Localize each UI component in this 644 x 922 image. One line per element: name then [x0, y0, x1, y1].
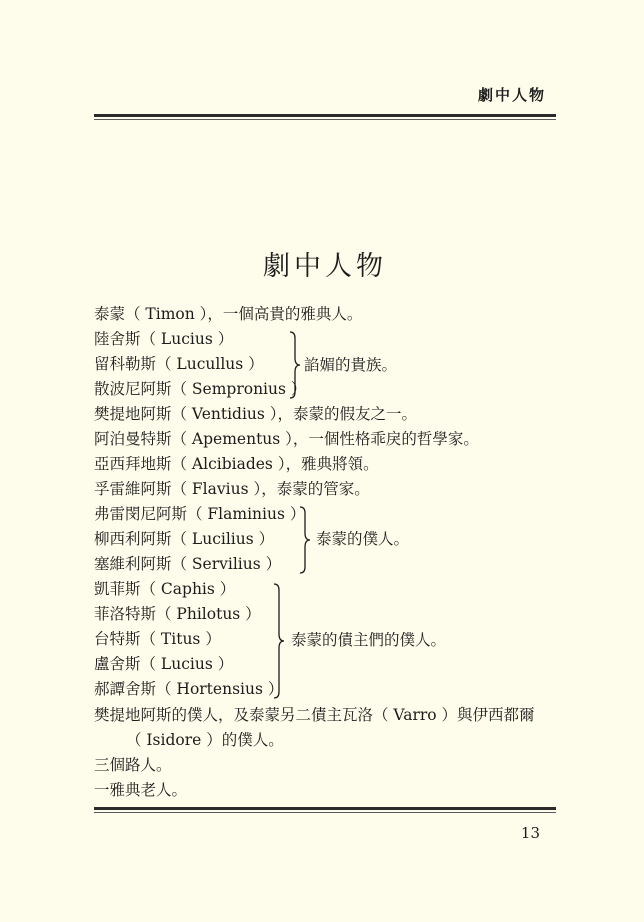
cast-line-titus: 台特斯（ Titus ） [94, 630, 221, 648]
cast-line-servilius: 塞維利阿斯（ Servilius ） [94, 555, 282, 573]
cast-line-lucilius: 柳西利阿斯（ Lucilius ） [94, 530, 275, 548]
cast-line-caphis: 凱菲斯（ Caphis ） [94, 580, 236, 598]
brace-creditors-servants [272, 582, 286, 700]
cast-line-servants-isidore: （ Isidore ）的僕人。 [126, 731, 284, 749]
cast-line-flavius: 孚雷維阿斯（ Flavius ），泰蒙的管家。 [94, 480, 370, 498]
cast-line-lucius: 陸舍斯（ Lucius ） [94, 330, 234, 348]
cast-line-old-athenian: 一雅典老人。 [94, 781, 188, 799]
group-label-creditors-servants: 泰蒙的債主們的僕人。 [291, 631, 447, 649]
running-head: 劇中人物 [477, 86, 546, 104]
cast-line-sempronius: 散波尼阿斯（ Sempronius ） [94, 380, 307, 398]
cast-line-apementus: 阿泊曼特斯（ Apementus ），一個性格乖戾的哲學家。 [94, 430, 479, 448]
group-label-servants: 泰蒙的僕人。 [316, 530, 410, 548]
cast-line-strangers: 三個路人。 [94, 756, 172, 774]
group-label-lords: 諂媚的貴族。 [304, 356, 398, 374]
brace-servants [298, 505, 312, 575]
footer-rule-thick [94, 807, 556, 810]
cast-line-flaminius: 弗雷閔尼阿斯（ Flaminius ） [94, 505, 306, 523]
brace-lords [288, 330, 302, 400]
cast-line-servants-varro: 樊提地阿斯的僕人，及泰蒙另二債主瓦洛（ Varro ）與伊西都爾 [94, 706, 535, 724]
page-number: 13 [520, 824, 540, 842]
cast-line-lucullus: 留科勒斯（ Lucullus ） [94, 355, 264, 373]
header-rule-thin [94, 119, 556, 120]
page-title: 劇中人物 [263, 251, 387, 282]
cast-line-timon: 泰蒙（ Timon ），一個高貴的雅典人。 [94, 305, 363, 323]
cast-line-hortensius: 郝譚舍斯（ Hortensius ） [94, 680, 284, 698]
cast-line-ventidius: 樊提地阿斯（ Ventidius ），泰蒙的假友之一。 [94, 405, 418, 423]
cast-line-lucius-2: 盧舍斯（ Lucius ） [94, 655, 234, 673]
cast-line-alcibiades: 亞西拜地斯（ Alcibiades ），雅典將領。 [94, 455, 379, 473]
cast-line-philotus: 菲洛特斯（ Philotus ） [94, 605, 261, 623]
footer-rule-thin [94, 812, 556, 813]
header-rule-thick [94, 114, 556, 117]
